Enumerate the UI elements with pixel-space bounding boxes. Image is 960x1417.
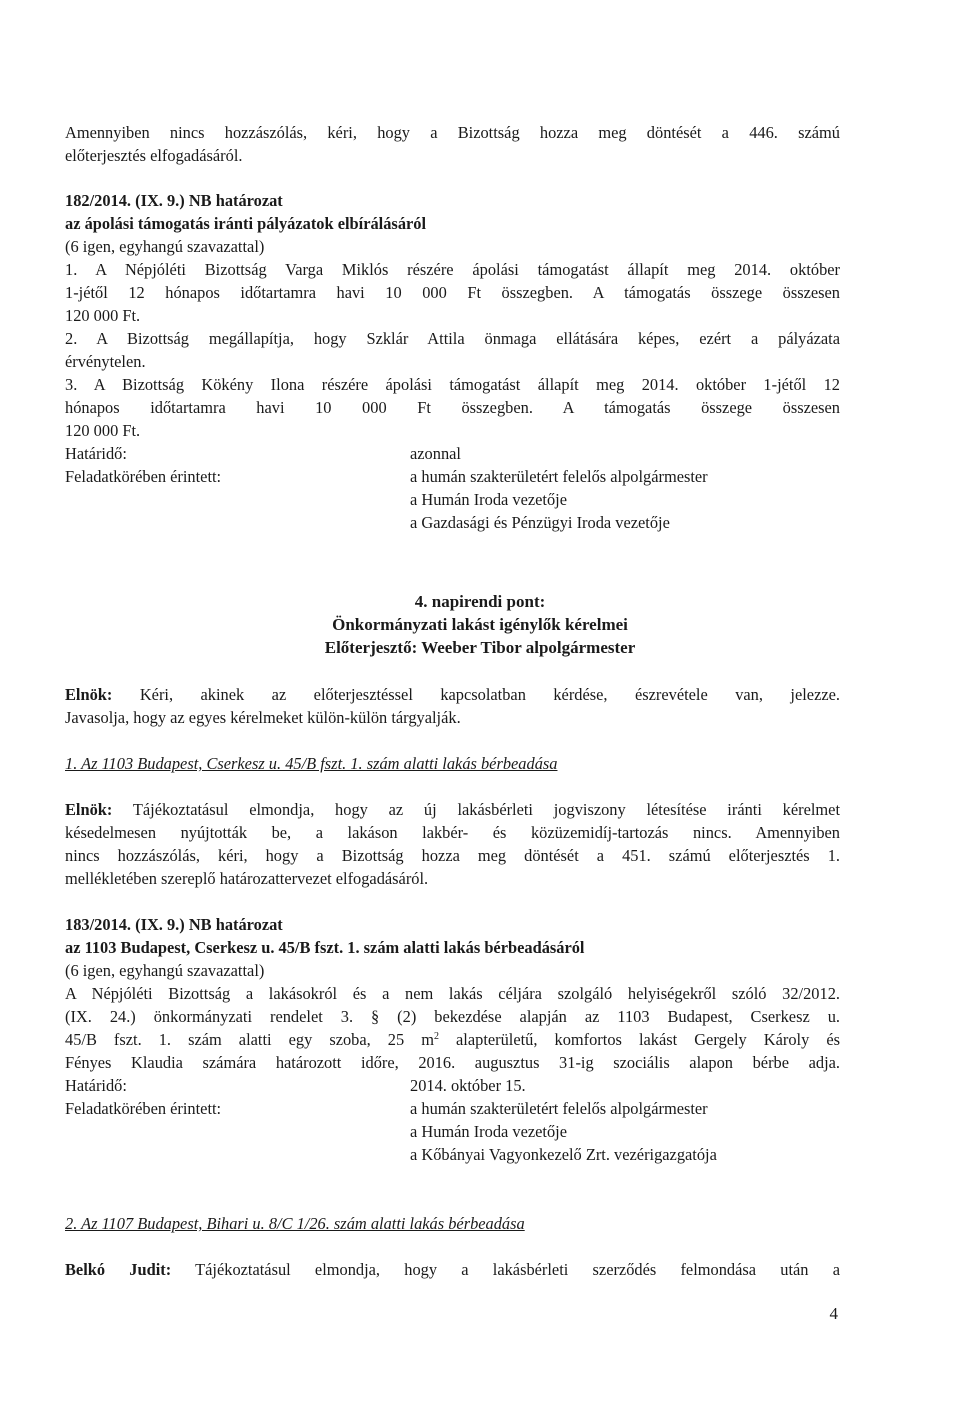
speaker-label: Elnök:: [65, 800, 113, 819]
item-2-heading: 2. Az 1107 Budapest, Bihari u. 8/C 1/26. szám alatti lakás bérbeadása: [65, 1214, 525, 1233]
deadline-label: Határidő:: [65, 444, 127, 463]
intro-line-1: Amennyiben nincs hozzászólás, kéri, hogy a Bizottság hozza meg döntését a 446. számú: [65, 123, 840, 142]
chair-statement-1: Elnök: Kéri, akinek az előterjesztéssel kapcsolatban kérdése, észrevétele van, jelezze.: [65, 685, 841, 704]
resolution-182-point-2: 2. A Bizottság megállapítja, hogy Szklár Attila önmaga ellátására képes, ezért a pályázata: [65, 329, 840, 348]
resolution-183-number: 183/2014. (IX. 9.) NB határozat: [65, 915, 283, 934]
responsible-item: a Kőbányai Vagyonkezelő Zrt. vezérigazgatója: [410, 1145, 717, 1164]
resolution-183-body: Fényes Klaudia számára határozott időre, 2016. augusztus 31-ig szociális alapon bérbe adja.: [65, 1053, 840, 1072]
belko-statement: Belkó Judit: Tájékoztatásul elmondja, hogy a lakásbérleti szerződés felmondása után a: [65, 1260, 840, 1279]
chair-statement-2: mellékletében szereplő határozattervezet elfogadásáról.: [65, 869, 429, 888]
page-number: 4: [829, 1304, 838, 1323]
deadline-value: 2014. október 15.: [410, 1076, 526, 1095]
resolution-182-point-3: hónapos időtartamra havi 10 000 Ft összegben. A támogatás összege összesen: [65, 398, 840, 417]
resolution-183-body: (IX. 24.) önkormányzati rendelet 3. § (2) bekezdése alapján az 1103 Budapest, Cserkesz u.: [65, 1007, 840, 1026]
chair-statement-2: késedelmesen nyújtották be, a lakáson lakbér- és közüzemidíj-tartozás nincs. Amennyiben: [65, 823, 840, 842]
resolution-182-point-1: 1. A Népjóléti Bizottság Varga Miklós részére ápolási támogatást állapít meg 2014. október: [65, 260, 840, 279]
resolution-182-title: az ápolási támogatás iránti pályázatok elbírálásáról: [65, 214, 427, 233]
resolution-183-title: az 1103 Budapest, Cserkesz u. 45/B fszt. 1. szám alatti lakás bérbeadásáról: [65, 938, 585, 957]
deadline-label: Határidő:: [65, 1076, 127, 1095]
resolution-182-vote: (6 igen, egyhangú szavazattal): [65, 237, 265, 256]
responsible-item: a Humán Iroda vezetője: [410, 490, 567, 509]
speaker-label: Elnök:: [65, 685, 113, 704]
resolution-183-vote: (6 igen, egyhangú szavazattal): [65, 961, 265, 980]
responsible-item: a humán szakterületért felelős alpolgármester: [410, 467, 708, 486]
resolution-182-number: 182/2014. (IX. 9.) NB határozat: [65, 191, 283, 210]
responsible-label: Feladatkörében érintett:: [65, 1099, 222, 1118]
agenda-number: 4. napirendi pont:: [414, 592, 546, 611]
resolution-182-point-1: 120 000 Ft.: [65, 306, 141, 325]
superscript: 2: [433, 1031, 439, 1042]
chair-statement-2: Elnök: Tájékoztatásul elmondja, hogy az új lakásbérleti jogviszony létesítése iránti kérelmet: [65, 800, 840, 819]
speaker-label: Belkó Judit:: [65, 1260, 172, 1279]
responsible-item: a Gazdasági és Pénzügyi Iroda vezetője: [410, 513, 670, 532]
agenda-presenter: Előterjesztő: Weeber Tibor alpolgármester: [324, 638, 636, 657]
intro-line-2: előterjesztés elfogadásáról.: [65, 146, 243, 165]
responsible-label: Feladatkörében érintett:: [65, 467, 222, 486]
chair-statement-1: Javasolja, hogy az egyes kérelmeket külön-külön tárgyalják.: [65, 708, 461, 727]
resolution-182-point-1: 1-jétől 12 hónapos időtartamra havi 10 000 Ft összegben. A támogatás összege összesen: [65, 283, 840, 302]
chair-statement-2: nincs hozzászólás, kéri, hogy a Bizottság hozza meg döntését a 451. számú előterjesztés 1.: [65, 846, 840, 865]
resolution-182-point-2: érvénytelen.: [65, 352, 146, 371]
responsible-item: a humán szakterületért felelős alpolgármester: [410, 1099, 708, 1118]
resolution-182-point-3: 120 000 Ft.: [65, 421, 141, 440]
resolution-182-point-3: 3. A Bizottság Kökény Ilona részére ápolási támogatást állapít meg 2014. október 1-jétől 12: [65, 375, 840, 394]
resolution-183-body: 45/B fszt. 1. szám alatti egy szoba, 25 $m^2$ alapterületű, komfortos lakást Gergely Károly és: [65, 1030, 840, 1049]
item-1-heading: 1. Az 1103 Budapest, Cserkesz u. 45/B fszt. 1. szám alatti lakás bérbeadása: [65, 754, 558, 773]
responsible-item: a Humán Iroda vezetője: [410, 1122, 567, 1141]
resolution-183-body: A Népjóléti Bizottság a lakásokról és a nem lakás céljára szolgáló helyiségekről szóló 32/2012.: [65, 984, 840, 1003]
agenda-title: Önkormányzati lakást igénylők kérelmei: [332, 615, 628, 634]
deadline-value: azonnal: [410, 444, 461, 463]
